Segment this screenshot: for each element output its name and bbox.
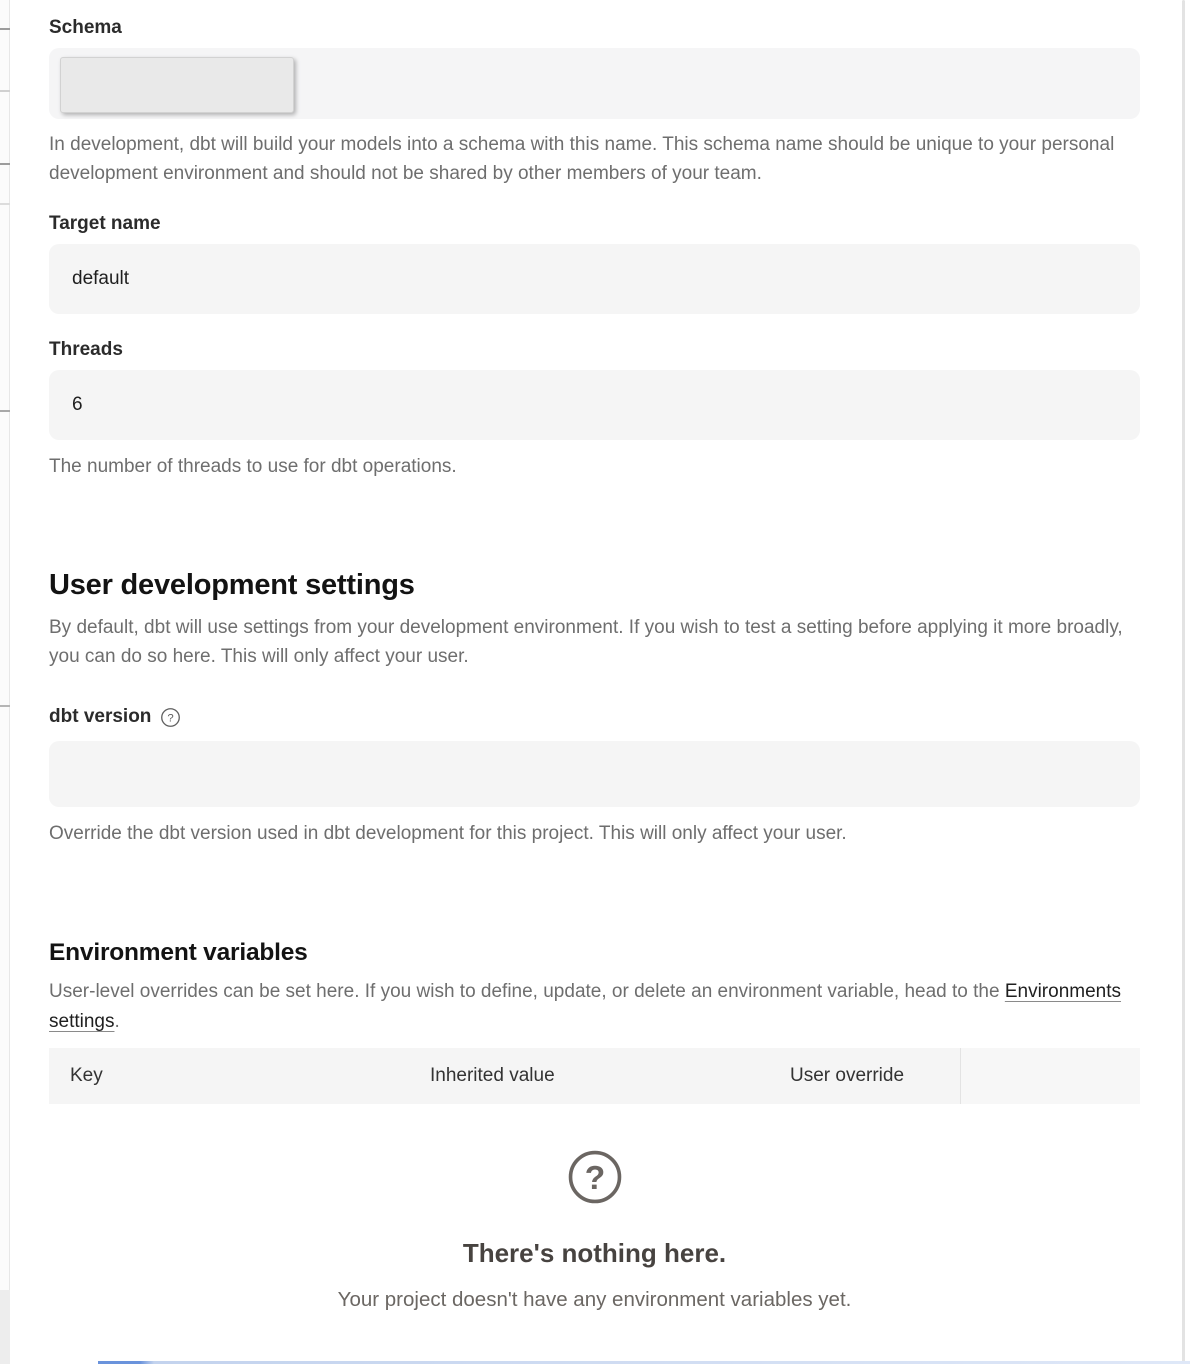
column-header-inherited-value: Inherited value bbox=[430, 1065, 555, 1086]
user-development-settings-title: User development settings bbox=[49, 569, 415, 601]
schema-help-text: In development, dbt will build your models into a schema with this name. This schema name should be unique to your personal development environment and should not be shared by other members of your team. bbox=[49, 134, 1115, 184]
column-header-actions bbox=[960, 1048, 1140, 1104]
question-circle-icon bbox=[566, 1148, 624, 1206]
empty-state-title: There's nothing here. bbox=[462, 1238, 727, 1268]
dbt-version-label-text: dbt version bbox=[49, 706, 152, 727]
schema-redacted-value bbox=[60, 57, 294, 113]
schema-label bbox=[49, 16, 1140, 40]
svg-text:?: ? bbox=[167, 711, 175, 724]
threads-label-text: Threads bbox=[49, 339, 123, 360]
left-panel-tick bbox=[0, 163, 10, 165]
env-vars-table-header bbox=[49, 1048, 1140, 1104]
question-circle-icon[interactable] bbox=[160, 707, 181, 728]
project-credentials-form bbox=[49, 0, 1140, 1313]
threads-input[interactable] bbox=[49, 370, 1140, 440]
left-panel-edge bbox=[0, 0, 10, 1364]
environment-variables-description bbox=[49, 977, 1140, 1036]
left-panel-tick bbox=[0, 705, 10, 707]
empty-state-subtitle: Your project doesn't have any environment variables yet. bbox=[337, 1288, 852, 1311]
left-panel-tick bbox=[0, 203, 10, 205]
env-vars-description-prefix: User-level overrides can be set here. If you wish to define, update, or delete an environment variable, head to the bbox=[49, 981, 1005, 1002]
target-name-label bbox=[49, 212, 1140, 236]
left-panel-bottom-block bbox=[0, 1290, 10, 1364]
target-name-input[interactable] bbox=[49, 244, 1140, 314]
target-name-label-text: Target name bbox=[49, 213, 161, 234]
environment-variables-title: Environment variables bbox=[49, 939, 308, 966]
left-panel-tick bbox=[0, 410, 10, 412]
schema-input[interactable] bbox=[49, 48, 1140, 119]
dbt-version-input[interactable] bbox=[49, 741, 1140, 807]
left-panel-tick bbox=[0, 28, 10, 30]
dbt-version-label bbox=[49, 705, 1140, 729]
env-vars-description-suffix: . bbox=[114, 1010, 120, 1032]
dbt-version-help-text: Override the dbt version used in dbt development for this project. This will only affect your user. bbox=[49, 823, 847, 844]
column-header-key: Key bbox=[70, 1065, 103, 1086]
user-development-settings-description: By default, dbt will use settings from your development environment. If you wish to test a setting before applying it more broadly, you can do so here. This will only affect your user. bbox=[49, 617, 1123, 667]
left-panel-tick bbox=[0, 90, 10, 92]
environments-settings-link[interactable]: Environments settings bbox=[49, 981, 1122, 1032]
threads-help-text: The number of threads to use for dbt operations. bbox=[49, 456, 457, 477]
schema-label-text: Schema bbox=[49, 17, 122, 38]
svg-text:?: ? bbox=[584, 1159, 605, 1197]
scrollbar-track[interactable] bbox=[1182, 0, 1185, 1364]
threads-label bbox=[49, 338, 1140, 362]
env-vars-empty-state bbox=[49, 1148, 1140, 1313]
column-header-user-override: User override bbox=[790, 1065, 905, 1086]
